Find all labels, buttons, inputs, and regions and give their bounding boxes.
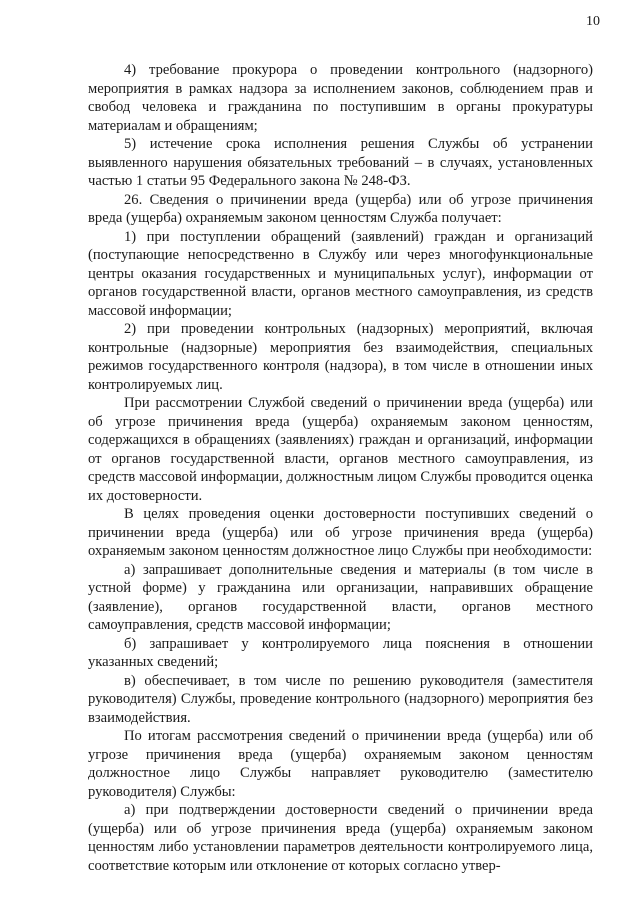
paragraph-subitem-1: 1) при поступлении обращений (заявлений) граждан и организаций (поступающие непосредственно в Службу или через многофункциональные центры оказания государственных и муниципальных услуг), информации от органов государственной власти, органов местного самоуправления, из средств массовой информации; [88, 228, 593, 319]
page-number: 10 [586, 14, 600, 29]
paragraph-assessment: При рассмотрении Службой сведений о причинении вреда (ущерба) или об угрозе причинения вреда (ущерба) охраняемым законом ценностям, содержащихся в обращениях (заявлениях) граждан и организаций, информации от органов государственной власти, органов местного самоуправления, из средств массовой информации, должностным лицом Службы проводится оценка их достоверности. [88, 395, 593, 504]
paragraph-clause-26: 26. Сведения о причинении вреда (ущерба) или об угрозе причинения вреда (ущерба) охраняемым законом ценностям Служба получает: [88, 191, 593, 226]
paragraph-verification-purpose: В целях проведения оценки достоверности поступивших сведений о причинении вреда (ущерба) или об угрозе причинения вреда (ущерба) охраняемым законом ценностям должностное лицо Службы при необходимости: [88, 506, 593, 559]
paragraph-subitem-v: в) обеспечивает, в том числе по решению руководителя (заместителя руководителя) Службы, проведение контрольного (надзорного) мероприятия без взаимодействия. [88, 672, 593, 726]
paragraph-subitem-2: 2) при проведении контрольных (надзорных) мероприятий, включая контрольные (надзорные) мероприятия без взаимодействия, специальных режимов государственного контроля (надзора), в том числе в отношении иных контролируемых лиц. [88, 321, 593, 393]
paragraph-item-5: 5) истечение срока исполнения решения Службы об устранении выявленного нарушения обязательных требований – в случаях, установленных частью 1 статьи 95 Федерального закона № 248-ФЗ. [88, 136, 593, 189]
paragraph-results-subitem-a: а) при подтверждении достоверности сведений о причинении вреда (ущерба) или об угрозе причинения вреда (ущерба) охраняемым законом ценностям либо установлении параметров деятельности контролируемого лица, соответствие которым или отклонение от которых согласно утвер- [88, 802, 593, 874]
paragraph-item-4: 4) требование прокурора о проведении контрольного (надзорного) мероприятия в рамках надзора за исполнением законов, соблюдением прав и свобод человека и гражданина по поступившим в органы прокуратуры материалам и обращениям; [88, 62, 593, 134]
paragraph-results: По итогам рассмотрения сведений о причинении вреда (ущерба) или об угрозе причинения вреда (ущерба) охраняемым законом ценностям должностное лицо Службы направляет руководителю (заместителю руководителя) Службы: [88, 728, 593, 800]
paragraph-subitem-a: а) запрашивает дополнительные сведения и материалы (в том числе в устной форме) у гражданина или организации, направивших обращение (заявление), органов государственной власти, органов местного самоуправления, средств массовой информации; [88, 561, 593, 633]
document-body [88, 61, 593, 875]
paragraph-subitem-b: б) запрашивает у контролируемого лица пояснения в отношении указанных сведений; [88, 635, 593, 670]
